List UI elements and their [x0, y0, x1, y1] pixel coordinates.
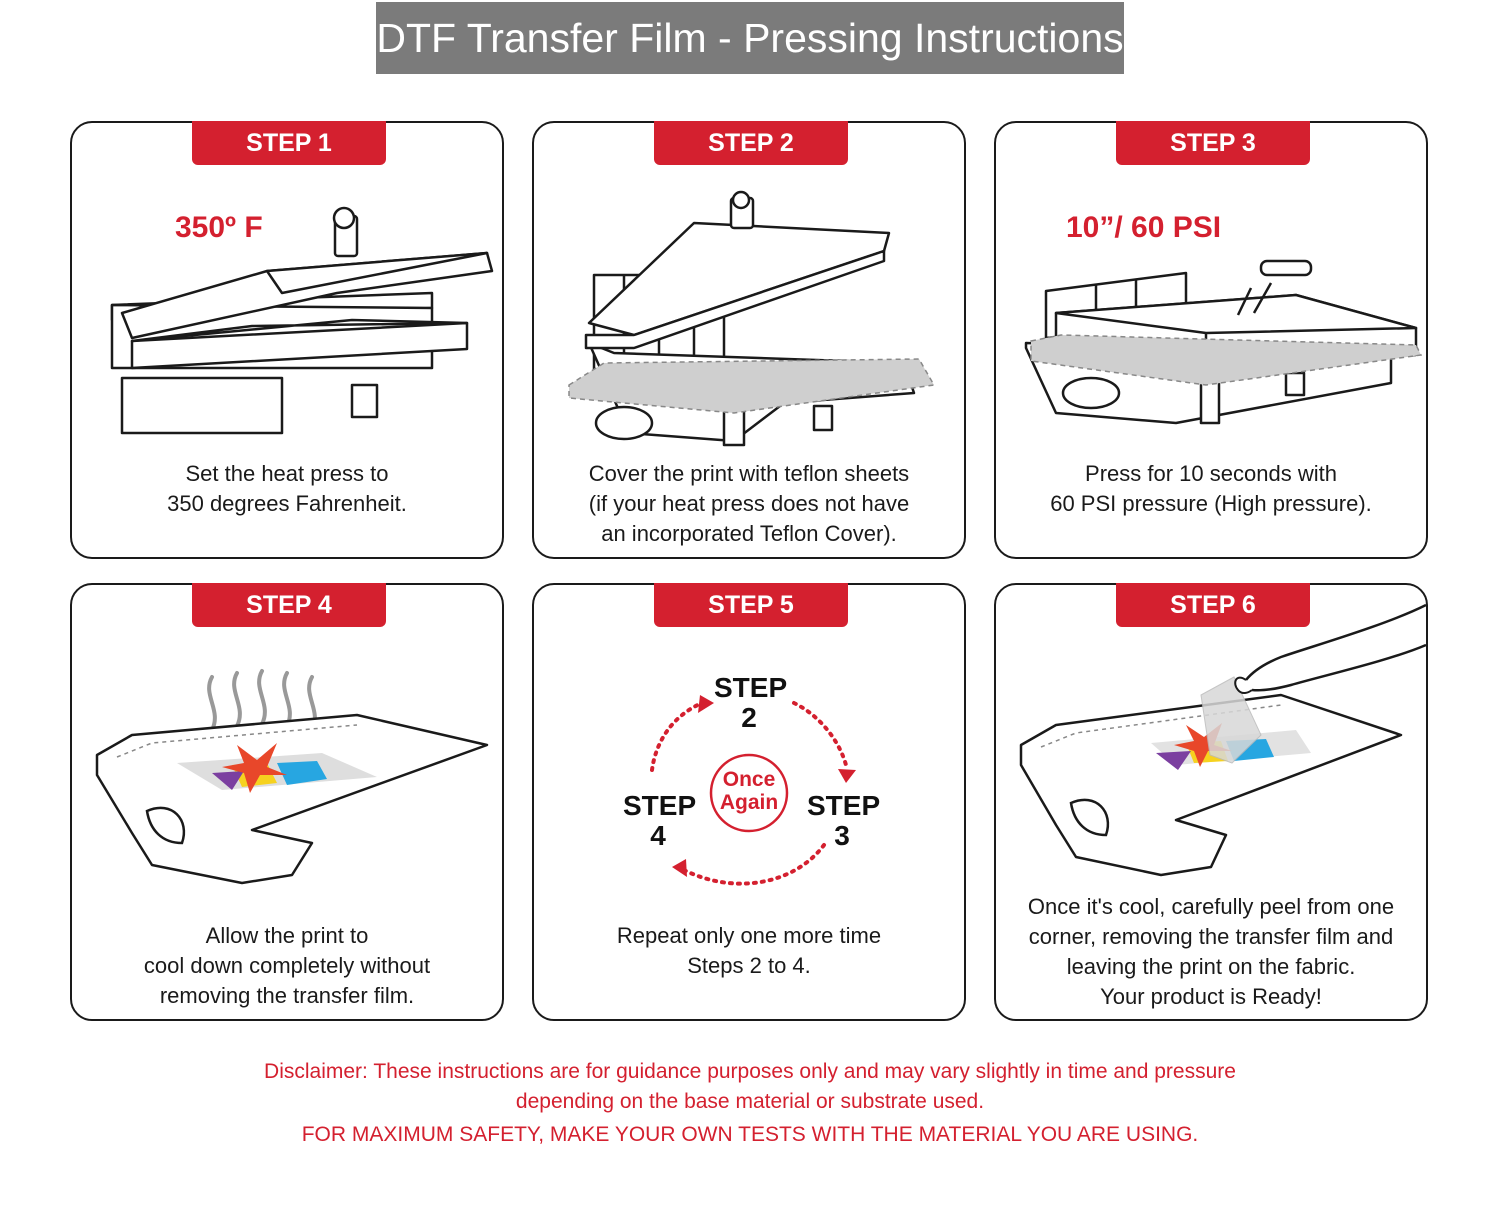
- pressure-callout: 10”/ 60 PSI: [1066, 211, 1222, 244]
- cycle-arrow-3-to-4: [684, 845, 824, 884]
- temperature-callout: 350º F: [175, 211, 263, 244]
- step-4-badge: STEP 4: [192, 583, 386, 627]
- step-4-card: [70, 583, 504, 1021]
- heat-press-open-illustration: [72, 123, 506, 453]
- arrowhead-right: [838, 769, 856, 783]
- disclaimer-line-1: Disclaimer: These instructions are for guidance purposes only and may vary slightly in time and pressure: [264, 1060, 1236, 1083]
- step-5-badge: STEP 5: [654, 583, 848, 627]
- repeat-cycle-diagram: [534, 585, 968, 915]
- cooling-shirt-illustration: [72, 585, 506, 905]
- page-title: DTF Transfer Film - Pressing Instructions: [376, 2, 1124, 74]
- cycle-step-3: STEP 3: [807, 790, 881, 851]
- step-3-badge: STEP 3: [1116, 121, 1310, 165]
- disclaimer-line-2: depending on the base material or substrate used.: [515, 1090, 985, 1113]
- cycle-step-4: STEP 4: [623, 790, 697, 851]
- step-6-caption: Once it's cool, carefully peel from one corner, removing the transfer film and leaving the print on the fabric. Your product is Ready!: [1027, 894, 1395, 1009]
- step-2-caption: Cover the print with teflon sheets (if your heat press does not have an incorporated Teflon Cover).: [588, 461, 910, 546]
- step-3-caption: Press for 10 seconds with 60 PSI pressure (High pressure).: [1050, 461, 1372, 516]
- step-2-badge: STEP 2: [654, 121, 848, 165]
- once-again-label: Once Again: [719, 768, 779, 814]
- step-3-card: [994, 121, 1428, 559]
- heat-press-closed-illustration: [996, 123, 1430, 453]
- step-1-caption: Set the heat press to 350 degrees Fahrenheit.: [167, 461, 407, 516]
- heat-press-teflon-illustration: [534, 123, 968, 453]
- step-6-card: [994, 583, 1428, 1021]
- step-2-card: [532, 121, 966, 559]
- cycle-arrow-4-to-2: [652, 703, 702, 770]
- peeling-film-illustration: [996, 585, 1430, 895]
- step-5-card: [532, 583, 966, 1021]
- step-4-caption: Allow the print to cool down completely without removing the transfer film.: [143, 923, 431, 1008]
- safety-warning: FOR MAXIMUM SAFETY, MAKE YOUR OWN TESTS WITH THE MATERIAL YOU ARE USING.: [301, 1123, 1199, 1146]
- arrowhead-bottom: [672, 859, 687, 877]
- step-1-card: [70, 121, 504, 559]
- step-5-caption: Repeat only one more time Steps 2 to 4.: [616, 923, 882, 978]
- cycle-step-2: STEP 2: [714, 672, 788, 733]
- arrowhead-top: [698, 695, 714, 713]
- step-1-badge: STEP 1: [192, 121, 386, 165]
- cycle-arrow-2-to-3: [794, 703, 846, 765]
- step-6-badge: STEP 6: [1116, 583, 1310, 627]
